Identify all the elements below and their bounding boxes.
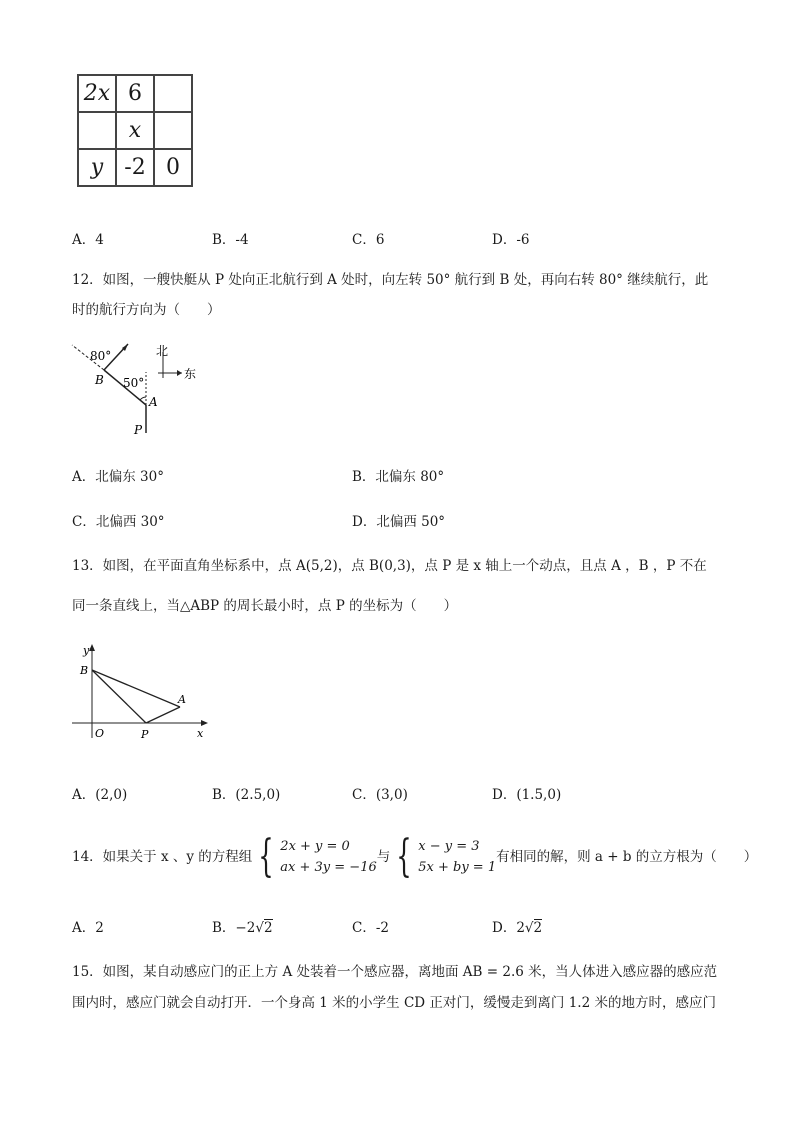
q14-option-c[interactable]: C．-2 bbox=[352, 920, 389, 936]
q11-option-c[interactable]: C．6 bbox=[352, 232, 385, 248]
y-axis-label: y bbox=[83, 644, 90, 657]
sqrt-icon: √ bbox=[255, 920, 264, 936]
system1-eq1: 2x + y = 0 bbox=[280, 839, 350, 854]
q13-figure bbox=[70, 640, 220, 745]
q12-option-b[interactable]: B．北偏东 80° bbox=[352, 469, 445, 485]
q14-prefix: 14．如果关于 x 、y 的方程组 bbox=[72, 849, 253, 865]
east-arrow-icon bbox=[177, 370, 182, 376]
grid-cell: x bbox=[116, 112, 154, 149]
north-label: 北 bbox=[156, 344, 169, 358]
point-a-label: A bbox=[149, 395, 158, 409]
q13-stem-line2: 同一条直线上，当△ABP 的周长最小时，点 P 的坐标为（ ） bbox=[72, 598, 458, 614]
angle-50-label: 50° bbox=[123, 376, 145, 390]
q13-option-b[interactable]: B．(2.5,0) bbox=[212, 787, 281, 803]
q14-option-d[interactable] bbox=[492, 916, 542, 936]
segment-pa bbox=[146, 707, 180, 723]
point-b-label: B bbox=[95, 373, 104, 387]
q12-option-d[interactable]: D．北偏西 50° bbox=[352, 514, 446, 530]
q14-option-a[interactable]: A．2 bbox=[72, 920, 104, 936]
q14-stem bbox=[72, 832, 757, 882]
x-axis-label: x bbox=[197, 727, 204, 740]
q13-option-a[interactable]: A．(2,0) bbox=[72, 787, 128, 803]
x-arrow-icon bbox=[201, 720, 208, 726]
segment-bp bbox=[92, 670, 146, 723]
east-label: 东 bbox=[184, 367, 197, 381]
system2 bbox=[418, 836, 496, 878]
option-b-radicand: 2 bbox=[263, 920, 273, 936]
q11-option-d[interactable]: D．-6 bbox=[492, 232, 530, 248]
system2-eq1: x − y = 3 bbox=[418, 839, 480, 854]
q12-option-c[interactable]: C．北偏西 30° bbox=[72, 514, 165, 530]
q13-stem-line1: 13．如图，在平面直角坐标系中，点 A(5,2)，点 B(0,3)，点 P 是 x 轴上一个动点，且点 A ，B ，P 不在 bbox=[72, 558, 707, 574]
number-grid bbox=[77, 74, 193, 187]
q11-option-b[interactable]: B．-4 bbox=[212, 232, 249, 248]
grid-cell: y bbox=[78, 149, 116, 186]
q13-option-c[interactable]: C．(3,0) bbox=[352, 787, 408, 803]
q13-option-d[interactable]: D．(1.5,0) bbox=[492, 787, 562, 803]
q12-option-a[interactable]: A．北偏东 30° bbox=[72, 469, 164, 485]
point-p-label: P bbox=[141, 728, 149, 741]
grid-cell bbox=[154, 112, 192, 149]
grid-cell: 0 bbox=[154, 149, 192, 186]
option-d-radicand: 2 bbox=[533, 920, 543, 936]
grid-cell bbox=[78, 112, 116, 149]
sqrt-icon: √ bbox=[524, 920, 534, 936]
point-a-label: A bbox=[178, 693, 186, 706]
origin-label: O bbox=[95, 727, 105, 740]
q15-stem-line2: 围内时，感应门就会自动打开．一个身高 1 米的小学生 CD 正对门，缓慢走到离门 1.2 米的地方时，感应门 bbox=[72, 995, 716, 1011]
q15-stem-line1: 15．如图，某自动感应门的正上方 A 处装着一个感应器，离地面 AB = 2.6 米，当人体进入感应器的感应范 bbox=[72, 964, 718, 980]
grid-cell bbox=[154, 75, 192, 112]
q14-option-b[interactable] bbox=[212, 916, 273, 936]
q11-option-a[interactable]: A．4 bbox=[72, 232, 104, 248]
q12-stem-line1: 12．如图，一艘快艇从 P 处向正北航行到 A 处时，向左转 50° 航行到 B 处，再向右转 80° 继续航行，此 bbox=[72, 272, 709, 288]
system2-eq2: 5x + by = 1 bbox=[418, 860, 497, 875]
q14-suffix: 有相同的解，则 a + b 的立方根为（ ） bbox=[496, 849, 758, 865]
grid-cell: -2 bbox=[116, 149, 154, 186]
system1-eq2: ax + 3y = −16 bbox=[280, 860, 377, 875]
point-b-label: B bbox=[80, 664, 89, 677]
option-d-prefix: D．2 bbox=[492, 920, 525, 936]
grid-cell: 2x bbox=[78, 75, 116, 112]
q14-middle: 与 bbox=[376, 849, 391, 865]
grid-cell: 6 bbox=[116, 75, 154, 112]
q12-stem-line2: 时的航行方向为（ ） bbox=[72, 302, 221, 318]
q12-figure bbox=[60, 340, 210, 440]
point-p-label: P bbox=[134, 423, 143, 437]
segment-ba bbox=[92, 670, 180, 707]
system1-brace: { bbox=[258, 831, 274, 882]
system2-brace: { bbox=[396, 831, 412, 882]
option-b-prefix: B．−2 bbox=[212, 920, 256, 936]
system1 bbox=[280, 836, 376, 878]
y-arrow-icon bbox=[89, 644, 95, 651]
angle-80-label: 80° bbox=[90, 349, 112, 363]
angle-arc-a bbox=[140, 397, 146, 400]
